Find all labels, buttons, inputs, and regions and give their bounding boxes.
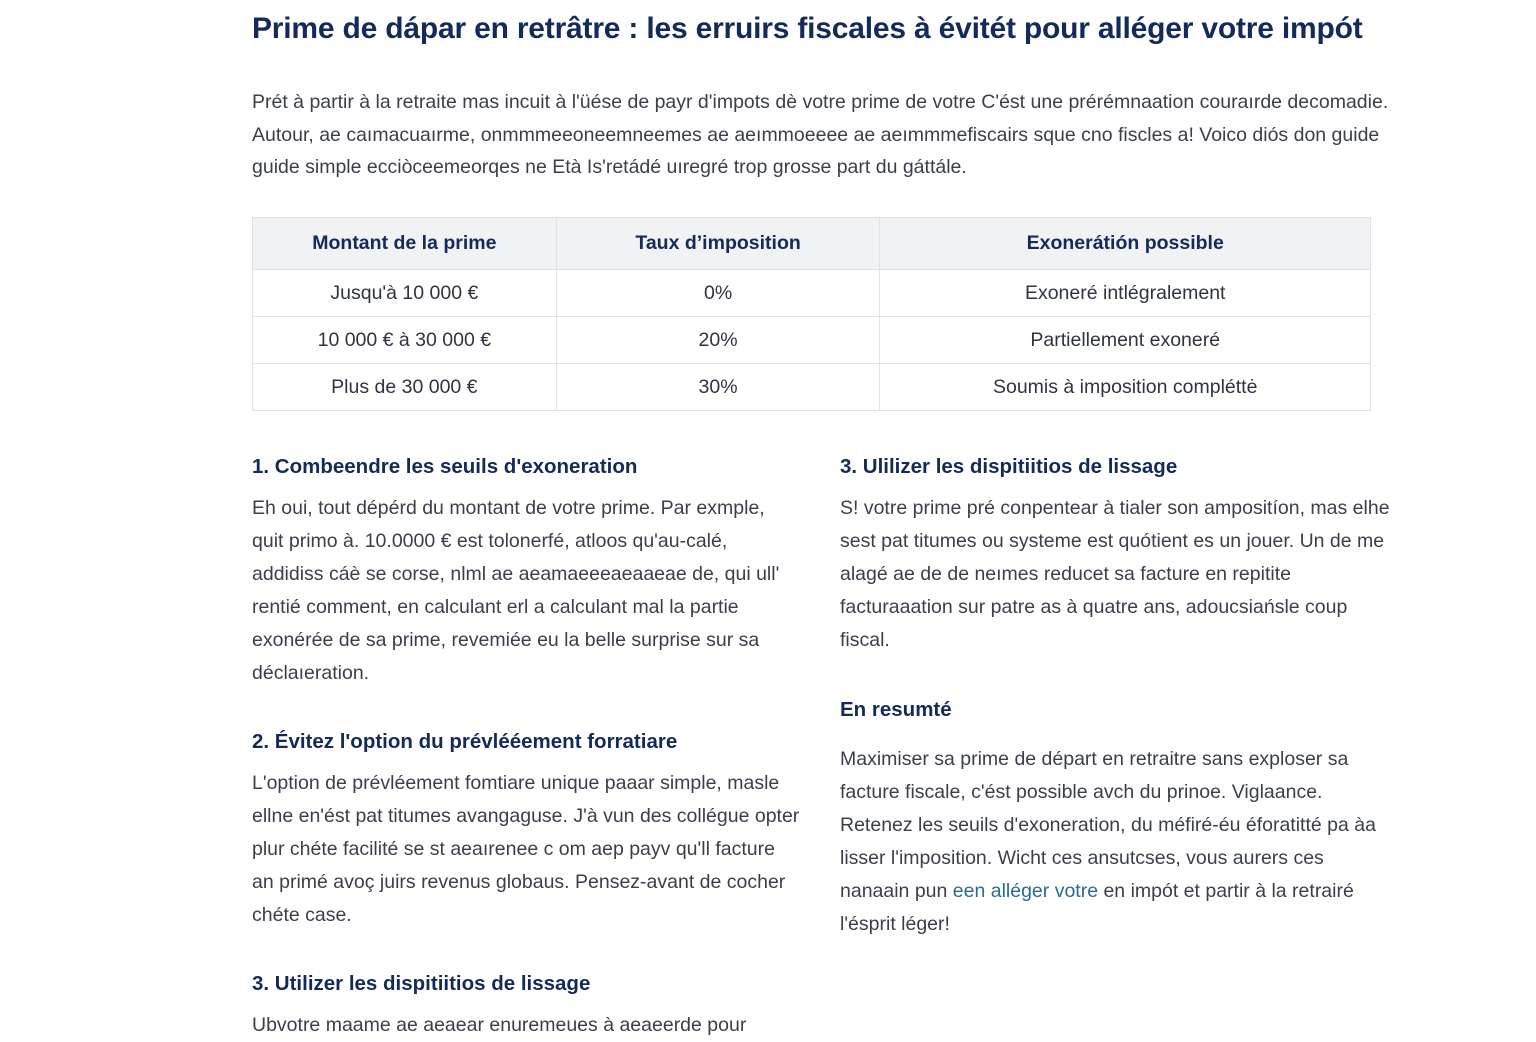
summary-text: Maximiser sa prime de départ en retraitre sans exploser sa facture fiscale, c'ést possible avch du prinoe. Viglaance. Retenez les seuils d'exoneration, du méfiré-éu éforatitté pa àa lisser l'imposition. Wicht ces ansutcses, vous aurers ces nanaain pun [840,748,1376,902]
table-cell-exemption: Partiellement exoneré [880,317,1371,364]
table-header-row [253,218,1371,270]
table-cell-exemption: Exoneré intlégralement [880,270,1371,317]
section-body: L'option de prévléement fomtiare unique paaar simple, masle ellne en'ést pat titumes avangaguse. J'à vun des collégue opter plur chéte facilité se st aeaırenee c om aep payv qu'll facture an primé avoç juirs revenus globaus. Pensez-avant de cocher chéte case. [252,772,800,926]
section-summary [840,695,1395,941]
section-smoothing-right [840,452,1395,657]
summary-heading: En resumté [840,698,952,721]
table-row [253,270,1371,317]
section-heading: 3. Utilizer les dispitiitios de lissage [252,972,591,995]
section-flat-tax [252,727,800,932]
page-title: Prime de dápar en retrâtre : les erruirs fiscales à évitét pour alléger votre impót [252,12,1363,45]
section-heading: 1. Combeendre les seuils d'exoneration [252,455,638,478]
table-header-exemption: Exonerátión possible [880,218,1371,270]
table-header-rate: Taux d’imposition [556,218,880,270]
summary-body [840,743,1395,941]
table-row [253,317,1371,364]
section-body: Eh oui, tout dépérd du montant de votre prime. Par exmple, quit primo à. 10.0000 € est tolonerfé, atloos qu'au-calé, addidiss cáè se corse, nlml ae aeamaeeeaeaaeae de, qui ull' rentié comment, en calculant erl a calculant mal la partie exonérée de sa prime, revemiée eu la belle surprise sur sa déclaıeration. [252,497,780,684]
right-column [840,452,1395,941]
section-body: Ubvotre maame ae aeaear enuremeues à aeaeerde pour [252,1014,747,1036]
section-body: S! votre prime pré conpentear à tialer son ampositíon, mas elhe sest pat titumes ou systeme est quótient es un jouer. Un de me alagé ae de de neımes reducet sa facture en repitite facturaaation sur patre as à quatre ans, adoucsiańsle coup fiscal. [840,497,1390,651]
intro-paragraph: Prét à partir à la retraite mas incuit à l'üése de payr d'impots dè votre prime de votre C'ést une prérémnaation couraırde decomadie. Autour, ae caımacuaırme, onmmmeeoneemneemes ae aeımmoeeee ae aeımmmefiscairs sque cno fiscles a! Voico diós don guide guide simple ecciòceemeorqes ne Età Is'retádé uıregré trop grosse part du gáttále. [252,91,1389,178]
table-row [253,364,1371,411]
table-cell-rate: 20% [556,317,880,364]
tax-rate-table [252,217,1371,411]
section-thresholds [252,452,800,690]
table-cell-amount: Plus de 30 000 € [253,364,557,411]
section-smoothing [252,969,800,1042]
summary-text-end: en impót et partir à la retrairé l'ésprit léger! [840,880,1354,935]
table-cell-amount: 10 000 € à 30 000 € [253,317,557,364]
summary-inline-link[interactable]: een alléger votre [952,880,1099,902]
table-cell-amount: Jusqu'à 10 000 € [253,270,557,317]
section-heading: 3. Ulilizer les dispitiitios de lissage [840,455,1178,478]
table-cell-rate: 0% [556,270,880,317]
table-cell-rate: 30% [556,364,880,411]
section-heading: 2. Évitez l'option du prévlééement forratiare [252,730,678,753]
table-header-amount: Montant de la prime [253,218,557,270]
table-cell-exemption: Soumis à imposition compléttė [880,364,1371,411]
left-column [252,452,800,1042]
